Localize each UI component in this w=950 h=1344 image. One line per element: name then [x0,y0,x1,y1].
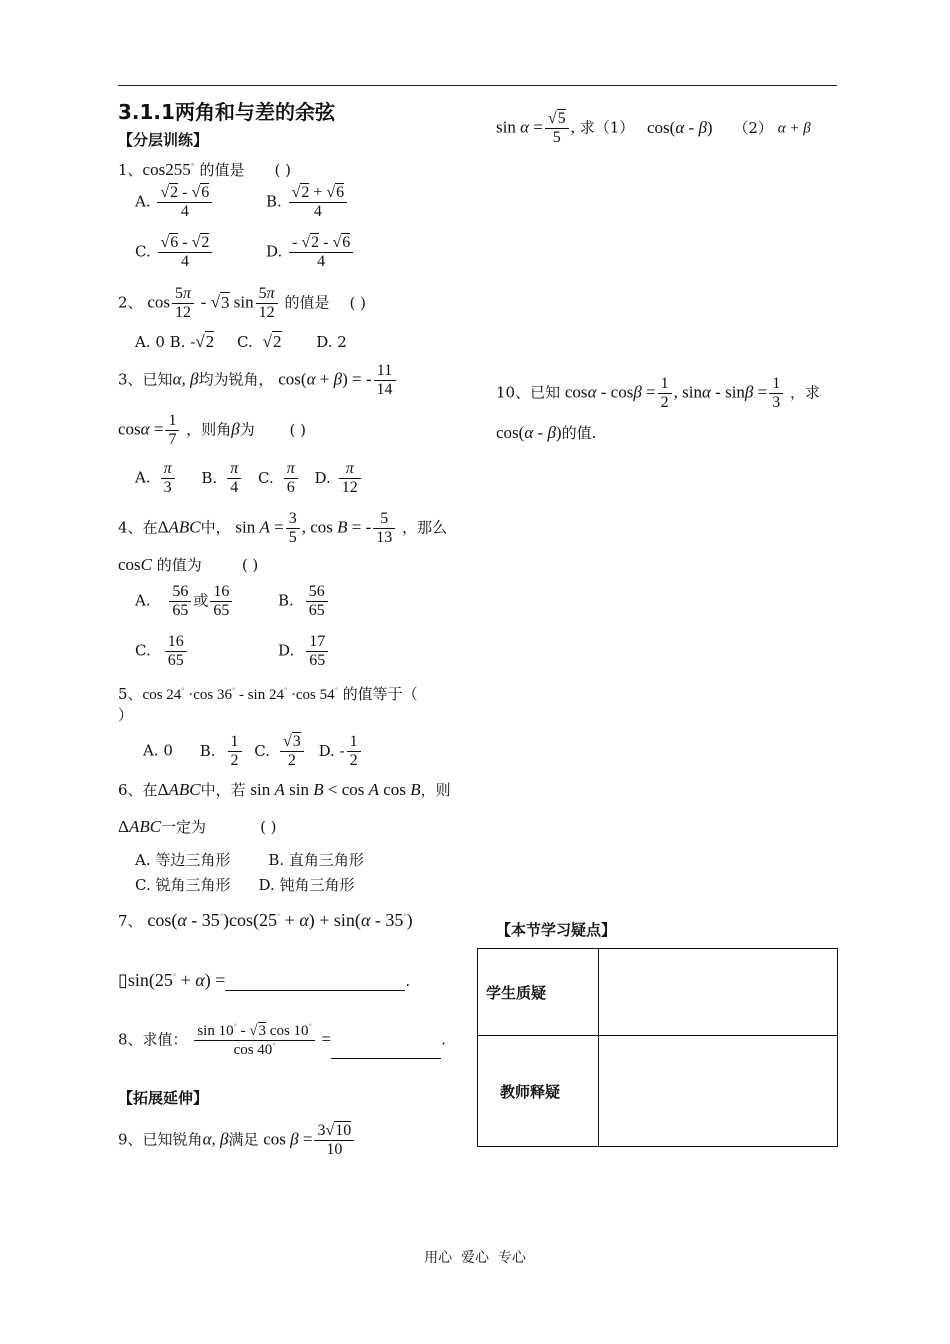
question-6-options-ab: A. 等边三角形 B. 直角三角形 [135,851,364,869]
question-2: 2、 cos $\frac{5\pi}{12}$ - √3 sin $\frac{5\pi}{12}$ 的值是 ( ) [118,285,366,321]
page-footer: 用心 爱心 专心 [424,1250,526,1266]
question-2-options: A. 0 B. -√2 C. √2 D. 2 [135,332,347,351]
doubts-cell-teacher[interactable] [599,1036,838,1147]
question-1-option-d: D. $\frac{- √2 - √6}{4}$ [266,234,355,271]
question-7: 7、 cos(α - 35°)cos(25° + α) + sin(α - 35°) [118,910,413,930]
question-4-option-b: B. $\frac{56}{65}$ [278,583,330,620]
question-3: 3、已知α, β均为锐角， cos(α + β) = - $\frac{11}{14}$ [118,362,398,399]
question-1-option-c: C. $\frac{√6 - √2}{4}$ [135,234,214,271]
question-3-options: A. $\frac{\pi}{3}$ B. $\frac{\pi}{4}$ C. $\frac{\pi}{6}$ D. $\frac{\pi}{12}$ [135,460,363,497]
question-1: 1、cos255° 的值是 ( ) [118,160,291,179]
question-6: 6、在ΔABC中，若 sin A sin B < cos A cos B，则 [118,780,451,799]
question-9: 9、已知锐角α, β满足 cos β = $\frac{3√10}{10}$ [118,1122,356,1159]
section-heading-doubts: 【本节学习疑点】 [496,921,617,939]
question-9-continued: sin α = $\frac{√5}{5}$ , 求（1） cos(α - β) （2） α + β [496,110,811,146]
question-4-option-c: C. $\frac{16}{65}$ [135,633,189,670]
question-1-option-a: A. $\frac{√2 - √6}{4}$ [135,184,214,221]
answer-blank-7[interactable] [225,976,405,991]
question-10: 10、已知 cosα - cosβ = $\frac{1}{2}$ , sinα - sinβ = $\frac{1}{3}$ ，求 [496,375,821,411]
question-1-option-b: B. $\frac{√2 + √6}{4}$ [266,184,349,221]
question-4-option-d: D. $\frac{17}{65}$ [278,633,330,670]
table-row [478,1036,838,1147]
section-heading-training: 【分层训练】 [118,131,209,149]
question-5: 5、cos 24° ·cos 36° - sin 24° ·cos 54° 的值等于（ [118,685,418,703]
question-3-condition: cosα = $\frac{1}{7}$ ，则角β为 ( ) [118,412,306,448]
question-4-line2: cosC 的值为 ( ) [118,555,259,574]
question-4: 4、在ΔABC中， sin A = $\frac{3}{5}$ , cos B = - $\frac{5}{13}$ ，那么 [118,510,448,546]
question-5-close: ） [118,706,134,724]
question-7-line2: ▯sin(25° + α) = . [118,970,411,990]
doubts-label-student: 学生质疑 [478,949,599,1036]
question-4-option-a: A. $\frac{56}{65}$ 或 $\frac{16}{65}$ [135,583,234,620]
question-8: 8、求值： $\frac{\sin 10^\circ - √3 \cos 10^\circ}{\cos 40^\circ}$ = . [118,1022,446,1058]
question-6-options-cd: C. 锐角三角形 D. 钝角三角形 [135,876,355,894]
question-10-line2: cos(α - β)的值. [496,423,597,442]
question-6-line2: ΔABC一定为 ( ) [118,817,277,836]
answer-blank-8[interactable] [331,1044,441,1059]
page-title: 3.1.1两角和与差的余弦 [118,100,335,124]
table-row [478,949,838,1036]
top-rule [118,85,837,86]
section-heading-extension: 【拓展延伸】 [118,1089,209,1107]
question-5-options: A. 0 B. $\frac{1}{2}$ C. $\frac{√3}{2}$ D. - $\frac{1}{2}$ [143,733,363,770]
doubts-table [477,948,838,1147]
doubts-cell-student[interactable] [599,949,838,1036]
doubts-label-teacher: 教师释疑 [478,1036,599,1147]
